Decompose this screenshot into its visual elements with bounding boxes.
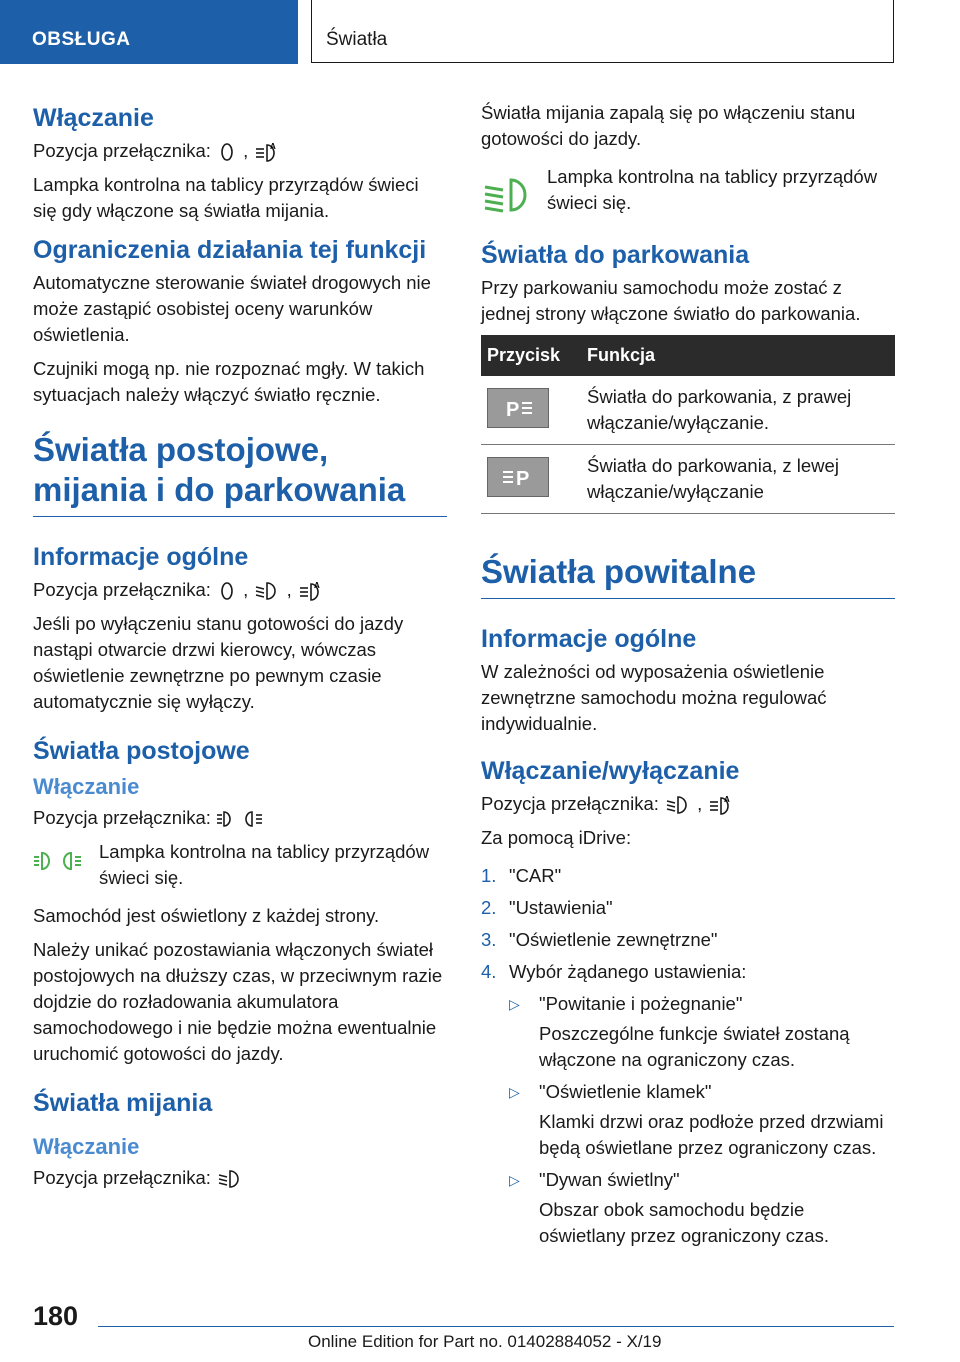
heading-powitalne: Światła powitalne [481,553,757,590]
paragraph: Za pomocą iDrive: [481,827,632,849]
paragraph: Lampka kontrolna na tablicy przyrządów świeci się gdy włączone są światła mijania. [33,174,419,222]
parking-lights-icon [216,808,264,830]
table-cell: Światła do parkowania, z lewej włączanie/wyłączanie [581,445,895,514]
switch-off-icon [216,141,238,163]
auto-headlight-icon [707,793,733,817]
edition-text: Online Edition for Part no. 01402884052 - X/19 [308,1332,662,1351]
svg-text:A: A [724,795,731,805]
table-row [481,445,895,514]
table-header: Przycisk [481,335,581,376]
paragraph: Lampka kontrolna na tablicy przyrządów świeci się. [547,166,878,213]
switch-position-line: Pozycja przełącznika: [33,1165,447,1191]
section-heading-wrap [481,552,895,599]
list-item: 3. "Oświetlenie zewnętrzne" [481,929,718,951]
low-beam-icon [216,1168,244,1190]
paragraph: Samochód jest oświetlony z każdej strony. [33,905,380,927]
svg-text:A: A [270,142,277,152]
table-header-row [481,335,895,376]
table-header: Funkcja [581,335,895,376]
steps-list [481,863,895,985]
svg-text:P: P [516,468,530,490]
section-tab [0,0,298,64]
paragraph: Należy unikać pozostawiania włączonych świateł postojowych na dłuższy czas, w przeciwnym razie dojdzie do rozładowania akumulatora samochodowego i nie będzie można ewentualnie uruchomić gotowości do jazdy. [33,939,443,1065]
section-title: OBSŁUGA [32,29,131,50]
indicator-row [33,839,447,891]
switch-off-icon [216,580,238,602]
heading-parkowania: Światła do parkowania [481,241,750,269]
list-item: 2. "Ustawienia" [481,897,613,919]
options-list [481,991,895,1249]
auto-headlight-icon [253,140,279,164]
switch-position-line: Pozycja przełącznika: [33,805,447,831]
switch-position-line: Pozycja przełącznika: , A [481,791,895,817]
heading-wlaczanie: Włączanie [33,104,154,132]
list-item: ▷ "Powitanie i pożegnanie" Poszczególne funkcje świateł zostaną włączone na ograniczony czas. [509,993,850,1071]
parking-left-button-icon [487,457,549,497]
paragraph: Czujniki mogą np. nie rozpoznać mgły. W takich sytuacjach należy włączyć światło ręcznie. [33,358,425,406]
left-column [33,100,447,1199]
paragraph: W zależności od wyposażenia oświetlenie zewnętrzne samochodu można regulować indywidualnie. [481,661,827,734]
parking-lights-indicator-icon [33,849,83,873]
footer-divider [98,1326,894,1327]
paragraph: Lampka kontrolna na tablicy przyrządów świeci się. [99,841,430,889]
page-number: 180 [33,1301,79,1331]
heading-wlaczanie-wylaczanie: Włączanie/wyłączanie [481,757,740,785]
heading-ograniczenia: Ograniczenia działania tej funkcji [33,236,427,265]
svg-text:P: P [506,399,520,421]
heading-informacje: Informacje ogólne [33,543,249,572]
section-heading-wrap [33,430,447,517]
list-item: ▷ "Dywan świetlny" Obszar obok samochodu będzie oświetlany przez ograniczony czas. [509,1169,829,1247]
list-item: 1. "CAR" [481,865,562,887]
paragraph: Przy parkowaniu samochodu może zostać z jednej strony włączone światło do parkowania. [481,277,861,324]
heading-postojowe: Światła postojowe [33,737,250,766]
low-beam-icon [664,794,692,816]
paragraph: Automatyczne sterowanie świateł drogowych nie może zastąpić osobistej oceny warunków oświetlenia. [33,272,431,346]
heading-mijania: Światła mijania [33,1089,213,1118]
right-column [481,100,895,1255]
switch-position-line: Pozycja przełącznika: , A [33,138,447,164]
low-beam-indicator-icon [481,174,533,216]
list-item: ▷ "Oświetlenie klamek" Klamki drzwi oraz podłoże przed drzwiami będą oświetlane przez ograniczony czas. [509,1081,884,1159]
parking-lights-table [481,335,895,514]
svg-text:A: A [313,581,320,591]
switch-position-line: Pozycja przełącznika: , , A [33,577,447,603]
table-cell: Światła do parkowania, z prawej włączanie/wyłączanie. [581,376,895,445]
paragraph: Światła mijania zapalą się po włączeniu stanu gotowości do jazdy. [481,102,856,149]
chapter-header [311,0,894,63]
subheading-wlaczanie: Włączanie [33,774,140,800]
paragraph: Jeśli po wyłączeniu stanu gotowości do jazdy nastąpi otwarcie drzwi kierowcy, wówczas oświetlenie zewnętrzne po pewnym czasie automatycznie się wyłączy. [33,613,404,713]
subheading-wlaczanie: Włączanie [33,1134,140,1160]
heading-postojowe-mijania: Światła postojowe, mijania i do parkowania [33,431,406,509]
heading-informacje: Informacje ogólne [481,625,697,653]
low-beam-icon [253,580,281,602]
parking-right-button-icon [487,388,549,428]
table-row [481,376,895,445]
list-item: 4. Wybór żądanego ustawienia: [481,961,747,983]
indicator-row [481,164,895,221]
auto-headlight-icon [297,579,323,603]
chapter-title: Światła [326,29,388,50]
